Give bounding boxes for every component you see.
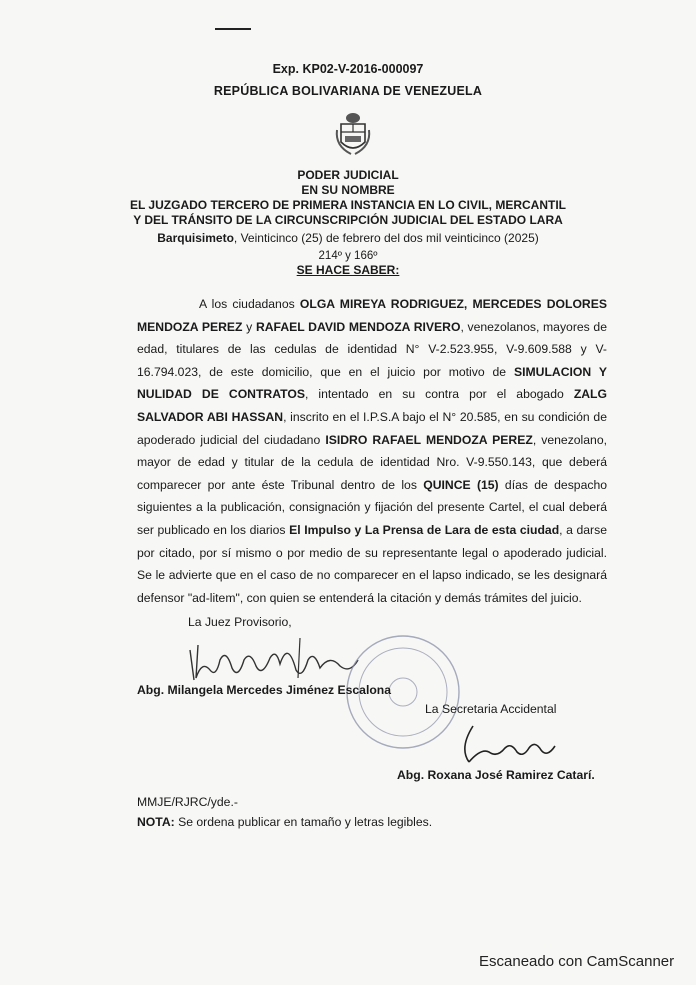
body-text: , a darse por citado, por sí mismo o por medio de su representante legal o apoderado judicial. Se le advierte que en el caso de no comparecer en el lapso indicado, se les designará defensor "ad-litem", con quien se entenderá la citación y demás trámites del juicio. [137,522,607,605]
nota-line [137,815,432,829]
secretaria-signature [455,718,565,768]
body-text: y [242,319,256,334]
body-bold: SIMULACION Y NULIDAD DE CONTRATOS [137,364,607,402]
body-bold: ISIDRO RAFAEL MENDOZA PEREZ [325,432,533,447]
date-text: , Veinticinco (25) de febrero del dos mil veinticinco (2025) [233,231,539,245]
se-hace-saber: SE HACE SABER: [296,263,400,277]
poder-judicial: PODER JUDICIAL [297,168,399,182]
date-city: Barquisimeto [157,231,234,245]
expediente-number: Exp. KP02-V-2016-000097 [272,62,424,76]
body-text: días de despacho siguientes a la publicación, consignación y fijación del presente Cartel, el cual deberá ser publicado en los diarios [137,477,607,537]
top-mark [215,28,251,30]
camscanner-watermark: Escaneado con CamScanner [479,953,675,970]
body-bold: OLGA MIREYA RODRIGUEZ, MERCEDES DOLORES MENDOZA PEREZ [137,297,607,334]
body-text: A los ciudadanos [199,297,300,311]
body-bold: QUINCE (15) [423,477,499,492]
nota-text: Se ordena publicar en tamaño y letras legibles. [174,815,433,829]
initials: MMJE/RJRC/yde.- [137,795,238,809]
poder-judicial-block [0,168,696,228]
body-bold: El Impulso y La Prensa de Lara de esta ciudad [289,522,560,537]
body-text: , venezolanos, mayores de edad, titulares de las cedulas de identidad N° V-2.523.955, V-9.609.588 y V-16.794.023, de este domicilio, que en el juicio por motivo de [137,319,607,379]
body-text: , intentado en su contra por el abogado [304,387,574,402]
date-line [0,231,696,245]
body-bold: RAFAEL DAVID MENDOZA RIVERO [255,319,461,334]
en-su-nombre: EN SU NOMBRE [301,183,395,197]
juzgado-line-1: EL JUZGADO TERCERO DE PRIMERA INSTANCIA EN LO CIVIL, MERCANTIL [129,198,566,212]
secretaria-name: Abg. Roxana José Ramirez Catarí. [397,768,595,782]
republica-heading: REPÚBLICA BOLIVARIANA DE VENEZUELA [213,84,483,98]
juzgado-line-2: Y DEL TRÁNSITO DE LA CIRCUNSCRIPCIÓN JUDICIAL DEL ESTADO LARA [133,213,563,227]
body-text: , inscrito en el I.P.S.A bajo el N° 20.585, en su condición de apoderado judicial del ciudadano [137,409,607,447]
secretaria-label: La Secretaria Accidental [425,702,557,716]
coat-of-arms-icon [333,110,373,160]
juez-label: La Juez Provisorio, [188,615,292,629]
cartel-body [137,293,607,609]
juez-name: Abg. Milangela Mercedes Jiménez Escalona [137,683,391,697]
nota-label: NOTA: [137,815,175,829]
body-bold: ZALG SALVADOR ABI HASSAN [137,387,607,424]
body-text: , venezolano, mayor de edad y titular de la cedula de identidad Nro. V-9.550.143, que deberá comparecer por ante éste Tribunal dentro de los [137,432,607,492]
years-line: 214º y 166º [318,250,378,262]
